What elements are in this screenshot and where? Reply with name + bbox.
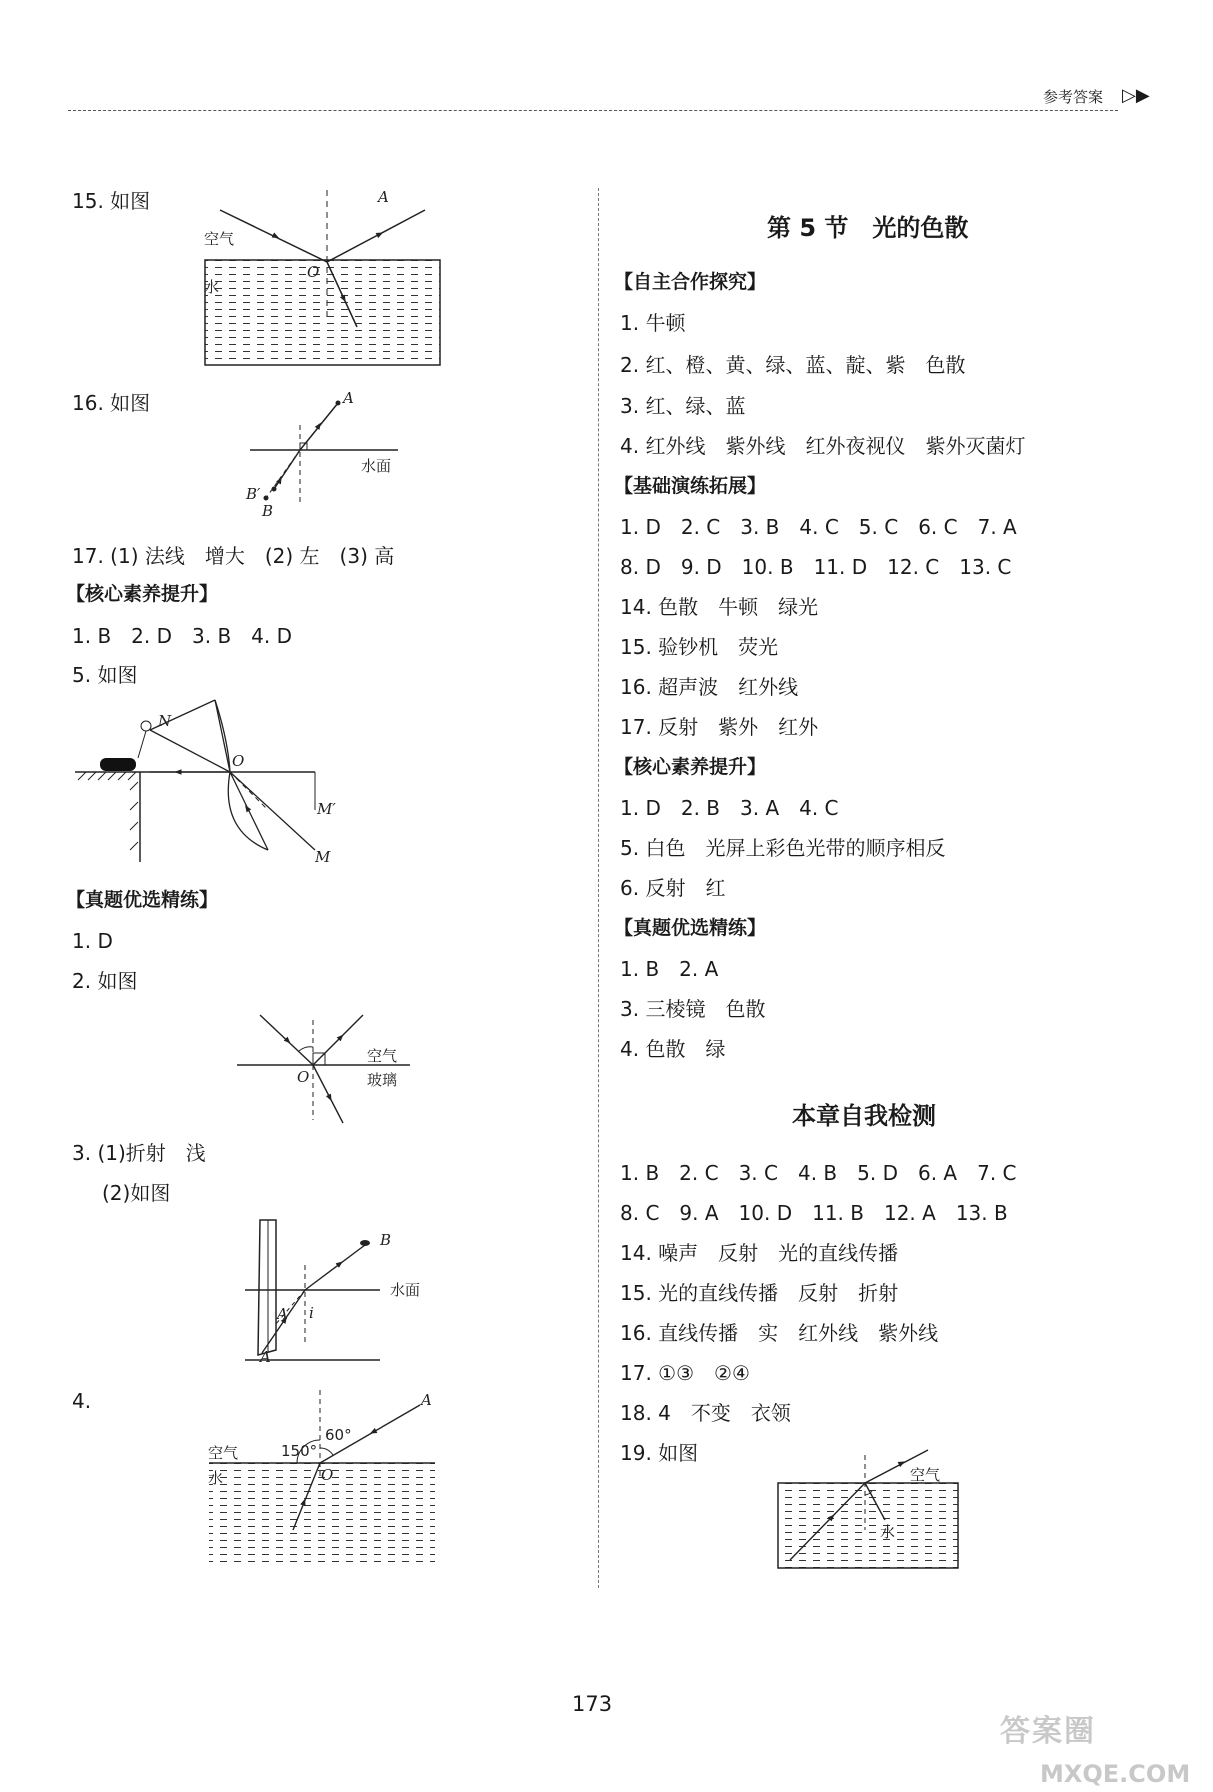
right-zhenti-title: 【真题优选精练】 (614, 917, 767, 939)
right-core-6: 6. 反射 红 (620, 876, 726, 900)
core5-point-n: N (158, 712, 172, 730)
z4-point-o: O (321, 1466, 334, 1484)
air-label: 空气 (204, 230, 235, 248)
watermark-url: MXQE.COM (1040, 1760, 1191, 1788)
z4-diagram (205, 1390, 445, 1570)
left-core-5: 5. 如图 (72, 663, 138, 687)
ch19-diagram (770, 1445, 970, 1575)
z4-water-label: 水 (208, 1469, 224, 1487)
z2-diagram (235, 1005, 430, 1130)
zizhu-4: 4. 红外线 紫外线 红外夜视仪 紫外灭菌灯 (620, 434, 1026, 458)
jichu-14: 14. 色散 牛顿 绿光 (620, 595, 819, 619)
q16-water-surface-label: 水面 (361, 457, 392, 475)
car-body-icon (100, 758, 136, 771)
z2-point-o: O (297, 1068, 310, 1086)
q17-answer: 17. (1) 法线 增大 (2) 左 (3) 高 (72, 544, 395, 568)
right-core-title: 【核心素养提升】 (614, 756, 767, 778)
left-zhenti-title: 【真题优选精练】 (66, 889, 219, 911)
zizhu-1: 1. 牛顿 (620, 311, 686, 335)
z4-angle-150: 150° (281, 1442, 318, 1460)
right-zhenti-4: 4. 色散 绿 (620, 1037, 726, 1061)
left-core-1-4: 1. B 2. D 3. B 4. D (72, 624, 292, 648)
ch19-water-label: 水 (880, 1523, 896, 1541)
chapter-8-13: 8. C 9. A 10. D 11. B 12. A 13. B (620, 1201, 1008, 1225)
right-core-1-4: 1. D 2. B 3. A 4. C (620, 796, 839, 820)
z3-point-a: A (260, 1348, 271, 1366)
q16-diagram (240, 385, 420, 520)
left-zhenti-2: 2. 如图 (72, 969, 138, 993)
zizhu-2: 2. 红、橙、黄、绿、蓝、靛、紫 色散 (620, 353, 966, 377)
q16-point-a: A (343, 389, 354, 407)
jichu-1-7: 1. D 2. C 3. B 4. C 5. C 6. C 7. A (620, 515, 1017, 539)
jichu-15: 15. 验钞机 荧光 (620, 635, 779, 659)
chapter-19: 19. 如图 (620, 1441, 699, 1465)
z3-point-b: B (380, 1231, 392, 1249)
jichu-8-13: 8. D 9. D 10. B 11. D 12. C 13. C (620, 555, 1012, 579)
chapter-15: 15. 光的直线传播 反射 折射 (620, 1281, 899, 1305)
left-core-title: 【核心素养提升】 (66, 583, 219, 605)
watermark-logo: 答案圈 (1000, 1714, 1096, 1749)
q16-label: 16. 如图 (72, 391, 151, 415)
z3-point-a-virtual: A (277, 1305, 288, 1323)
left-zhenti-3a: 3. (1)折射 浅 (72, 1141, 206, 1165)
z4-point-a: A (421, 1391, 432, 1409)
water-label: 水 (204, 278, 220, 296)
z3-diagram (240, 1215, 445, 1375)
z4-angle-60: 60° (325, 1426, 352, 1444)
jichu-17: 17. 反射 紫外 红外 (620, 715, 819, 739)
jichu-title: 【基础演练拓展】 (614, 475, 767, 497)
q16-point-b: B (262, 502, 274, 520)
header-arrow-icon: ▷▶ (1122, 85, 1150, 106)
jichu-16: 16. 超声波 红外线 (620, 675, 799, 699)
point-a: A (378, 188, 389, 206)
z2-glass-label: 玻璃 (367, 1071, 398, 1089)
left-zhenti-1: 1. D (72, 929, 113, 953)
ch19-water-region (778, 1483, 958, 1568)
water-region (205, 260, 440, 365)
zizhu-title: 【自主合作探究】 (614, 271, 767, 293)
right-zhenti-1-2: 1. B 2. A (620, 957, 719, 981)
page-number: 173 (572, 1692, 613, 1716)
point-o: O (307, 263, 320, 281)
core5-point-o: O (232, 752, 245, 770)
q15-label: 15. 如图 (72, 189, 151, 213)
q15-diagram (200, 180, 450, 375)
chapter-1-7: 1. B 2. C 3. C 4. B 5. D 6. A 7. C (620, 1161, 1017, 1185)
left-zhenti-4: 4. (72, 1389, 92, 1413)
core5-point-m: M (315, 848, 331, 866)
header-rule (68, 110, 1118, 111)
z4-air-label: 空气 (208, 1444, 239, 1462)
chapter-18: 18. 4 不变 衣领 (620, 1401, 791, 1425)
q16-point-bp: B′ (246, 485, 261, 503)
core5-point-mp: M′ (317, 800, 336, 818)
right-zhenti-3: 3. 三棱镜 色散 (620, 997, 766, 1021)
ch19-air-label: 空气 (910, 1466, 941, 1484)
z3-water-surface-label: 水面 (390, 1281, 421, 1299)
chapter-17: 17. ①③ ②④ (620, 1361, 750, 1385)
chapter-14: 14. 噪声 反射 光的直线传播 (620, 1241, 899, 1265)
z2-air-label: 空气 (367, 1047, 398, 1065)
right-core-5: 5. 白色 光屏上彩色光带的顺序相反 (620, 836, 946, 860)
column-divider (598, 188, 599, 1588)
chapter-16: 16. 直线传播 实 红外线 紫外线 (620, 1321, 939, 1345)
core5-diagram (70, 700, 340, 870)
chapter-title: 本章自我检测 (792, 1102, 936, 1130)
zizhu-3: 3. 红、绿、蓝 (620, 394, 746, 418)
header-title: 参考答案 (1043, 88, 1104, 106)
section-title: 第 5 节 光的色散 (767, 214, 969, 242)
left-zhenti-3b: (2)如图 (102, 1181, 171, 1205)
z3-angle-i: i (309, 1304, 314, 1322)
